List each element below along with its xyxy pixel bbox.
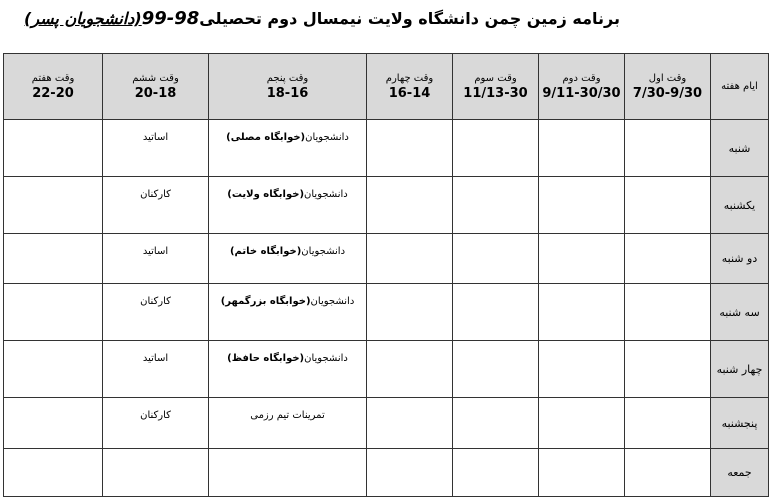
slot6-cell: کارکنان <box>103 398 209 449</box>
day-column-header: ایام هفته <box>711 54 769 120</box>
title-main: برنامه زمین چمن دانشگاه ولایت نیمسال دوم تحصیلی <box>199 9 620 28</box>
slot5-cell: تمرینات تیم رزمی <box>209 398 367 449</box>
empty-cell <box>4 398 103 449</box>
slot-header: وقت اول 7/30-9/30 <box>625 54 711 120</box>
empty-cell <box>625 398 711 449</box>
empty-cell <box>367 177 453 234</box>
empty-cell <box>367 341 453 398</box>
slot-header: وقت دوم 9/11-30/30 <box>539 54 625 120</box>
empty-cell <box>539 284 625 341</box>
title-year: 99-98 <box>141 8 200 29</box>
day-cell: دو شنبه <box>711 234 769 284</box>
slot-header: وقت پنجم 18-16 <box>209 54 367 120</box>
day-cell: جمعه <box>711 449 769 497</box>
empty-cell <box>4 284 103 341</box>
slot5-cell: دانشجویان(خوابگاه مصلی) <box>209 120 367 177</box>
empty-cell <box>453 449 539 497</box>
slot-header: وقت هفتم 22-20 <box>4 54 103 120</box>
table-row <box>4 449 769 497</box>
slot6-cell: کارکنان <box>103 284 209 341</box>
empty-cell <box>4 234 103 284</box>
page-title <box>24 4 620 34</box>
slot-header: وقت ششم 20-18 <box>103 54 209 120</box>
empty-cell <box>453 341 539 398</box>
table-row <box>4 120 769 177</box>
table-row <box>4 284 769 341</box>
header-row <box>4 54 769 120</box>
empty-cell <box>453 177 539 234</box>
empty-cell <box>539 234 625 284</box>
empty-cell <box>367 120 453 177</box>
slot6-cell: کارکنان <box>103 177 209 234</box>
empty-cell <box>625 341 711 398</box>
table-row <box>4 398 769 449</box>
slot5-cell: دانشجویان(خوابگاه ولایت) <box>209 177 367 234</box>
slot5-cell <box>209 449 367 497</box>
slot6-cell <box>103 449 209 497</box>
empty-cell <box>453 398 539 449</box>
empty-cell <box>4 341 103 398</box>
empty-cell <box>453 284 539 341</box>
empty-cell <box>625 177 711 234</box>
empty-cell <box>625 120 711 177</box>
title-subtitle: (دانشجویان پسر) <box>24 9 142 28</box>
empty-cell <box>625 284 711 341</box>
empty-cell <box>539 177 625 234</box>
empty-cell <box>625 234 711 284</box>
table-row <box>4 177 769 234</box>
slot6-cell: اساتید <box>103 234 209 284</box>
empty-cell <box>4 449 103 497</box>
empty-cell <box>367 234 453 284</box>
day-cell: چهار شنبه <box>711 341 769 398</box>
slot5-cell: دانشجویان(خوابگاه حافظ) <box>209 341 367 398</box>
slot-header: وقت سوم 11/13-30 <box>453 54 539 120</box>
empty-cell <box>539 449 625 497</box>
schedule-table <box>3 53 769 497</box>
table-row <box>4 341 769 398</box>
empty-cell <box>367 284 453 341</box>
slot5-cell: دانشجویان(خوابگاه بزرگمهر) <box>209 284 367 341</box>
empty-cell <box>539 398 625 449</box>
table-row <box>4 234 769 284</box>
empty-cell <box>367 449 453 497</box>
slot-header: وقت چهارم 16-14 <box>367 54 453 120</box>
empty-cell <box>367 398 453 449</box>
empty-cell <box>453 234 539 284</box>
day-cell: یکشنبه <box>711 177 769 234</box>
empty-cell <box>453 120 539 177</box>
day-cell: پنجشنبه <box>711 398 769 449</box>
empty-cell <box>539 120 625 177</box>
empty-cell <box>4 120 103 177</box>
empty-cell <box>4 177 103 234</box>
empty-cell <box>625 449 711 497</box>
day-cell: شنبه <box>711 120 769 177</box>
slot6-cell: اساتید <box>103 120 209 177</box>
slot5-cell: دانشجویان(خوابگاه خاتم) <box>209 234 367 284</box>
empty-cell <box>539 341 625 398</box>
day-cell: سه شنبه <box>711 284 769 341</box>
slot6-cell: اساتید <box>103 341 209 398</box>
